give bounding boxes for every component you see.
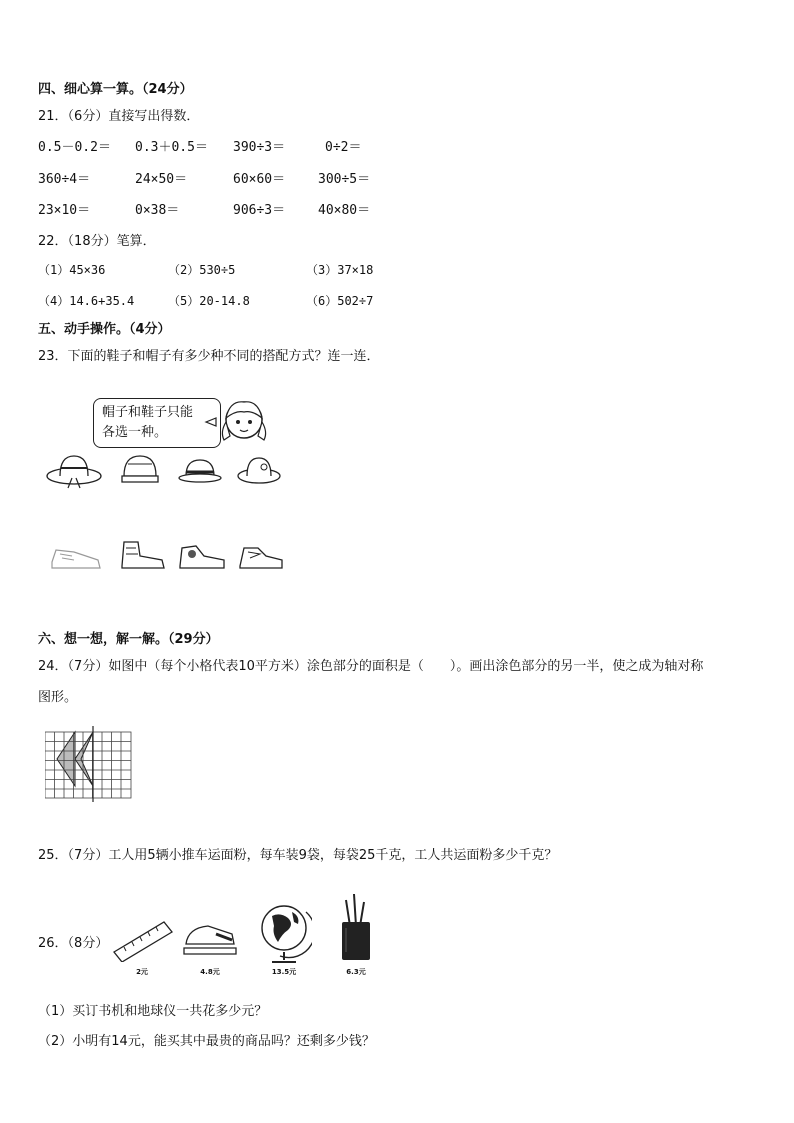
flower-hat-icon xyxy=(236,450,282,488)
calc-item: 0×38＝ xyxy=(135,203,180,218)
calc-item: 60×60＝ xyxy=(233,172,286,187)
shaded-shape xyxy=(57,732,93,786)
q21-title: 21．（6分）直接写出得数． xyxy=(38,109,200,124)
written-calc-item: （6）502÷7 xyxy=(306,294,374,308)
boot-icon xyxy=(116,536,168,574)
written-calc-item: （4）14.6+35.4 xyxy=(38,294,135,308)
q26-sub2: （2）小明有14元，能买其中最贵的商品吗？还剩多少钱？ xyxy=(38,1034,375,1049)
girl-illustration xyxy=(200,392,280,452)
section-5-title: 五、动手操作。（4分） xyxy=(38,322,171,337)
ruler-price: 2元 xyxy=(136,968,148,976)
calc-item: 360÷4＝ xyxy=(38,172,91,187)
calc-item: 390÷3＝ xyxy=(233,140,286,155)
hiking-shoe-icon xyxy=(176,538,228,574)
fedora-hat-icon xyxy=(176,452,224,488)
written-calc-item: （1）45×36 xyxy=(38,263,106,277)
symmetry-grid xyxy=(45,726,137,802)
stapler-icon xyxy=(180,918,240,958)
calc-item: 0.3＋0.5＝ xyxy=(135,140,208,155)
sport-shoe-icon xyxy=(236,538,286,574)
section-4-title: 四、细心算一算。（24分） xyxy=(38,82,193,97)
q24-line1: 24．（7分）如图中（每个小格代表10平方米）涂色部分的面积是（ ）。画出涂色部分的另一半，使之成为轴对称 xyxy=(38,659,704,674)
written-calc-item: （2）530÷5 xyxy=(168,263,236,277)
stapler-price: 4.8元 xyxy=(200,968,220,976)
q25-title: 25．（7分）工人用5辆小推车运面粉，每车装9袋，每袋25千克，工人共运面粉多少千克？ xyxy=(38,848,558,863)
sun-hat-icon xyxy=(44,450,104,490)
calc-item: 906÷3＝ xyxy=(233,203,286,218)
q24-line2: 图形。 xyxy=(38,690,78,705)
ruler-icon xyxy=(112,912,174,962)
calc-item: 0.5－0.2＝ xyxy=(38,140,111,155)
cap-icon xyxy=(118,450,162,490)
pen-holder-icon xyxy=(336,892,376,966)
written-calc-item: （5）20-14.8 xyxy=(168,294,250,308)
q22-title: 22．（18分）笔算． xyxy=(38,234,156,249)
calc-item: 24×50＝ xyxy=(135,172,188,187)
calc-item: 40×80＝ xyxy=(318,203,371,218)
speech-line: 帽子和鞋子只能 xyxy=(102,405,194,420)
q26-title: 26．（8分） xyxy=(38,936,109,951)
sneaker-icon xyxy=(48,540,104,574)
calc-item: 23×10＝ xyxy=(38,203,91,218)
pen-holder-price: 6.3元 xyxy=(346,968,366,976)
calc-item: 300÷5＝ xyxy=(318,172,371,187)
q23-title: 23．下面的鞋子和帽子有多少种不同的搭配方式？连一连． xyxy=(38,349,380,364)
globe-price: 13.5元 xyxy=(271,968,297,976)
calc-item: 0÷2＝ xyxy=(325,140,362,155)
globe-icon xyxy=(258,900,312,966)
speech-line: 各选一种。 xyxy=(102,425,168,440)
written-calc-item: （3）37×18 xyxy=(306,263,374,277)
section-6-title: 六、想一想，解一解。（29分） xyxy=(38,632,219,647)
q26-sub1: （1）买订书机和地球仪一共花多少元？ xyxy=(38,1004,268,1019)
